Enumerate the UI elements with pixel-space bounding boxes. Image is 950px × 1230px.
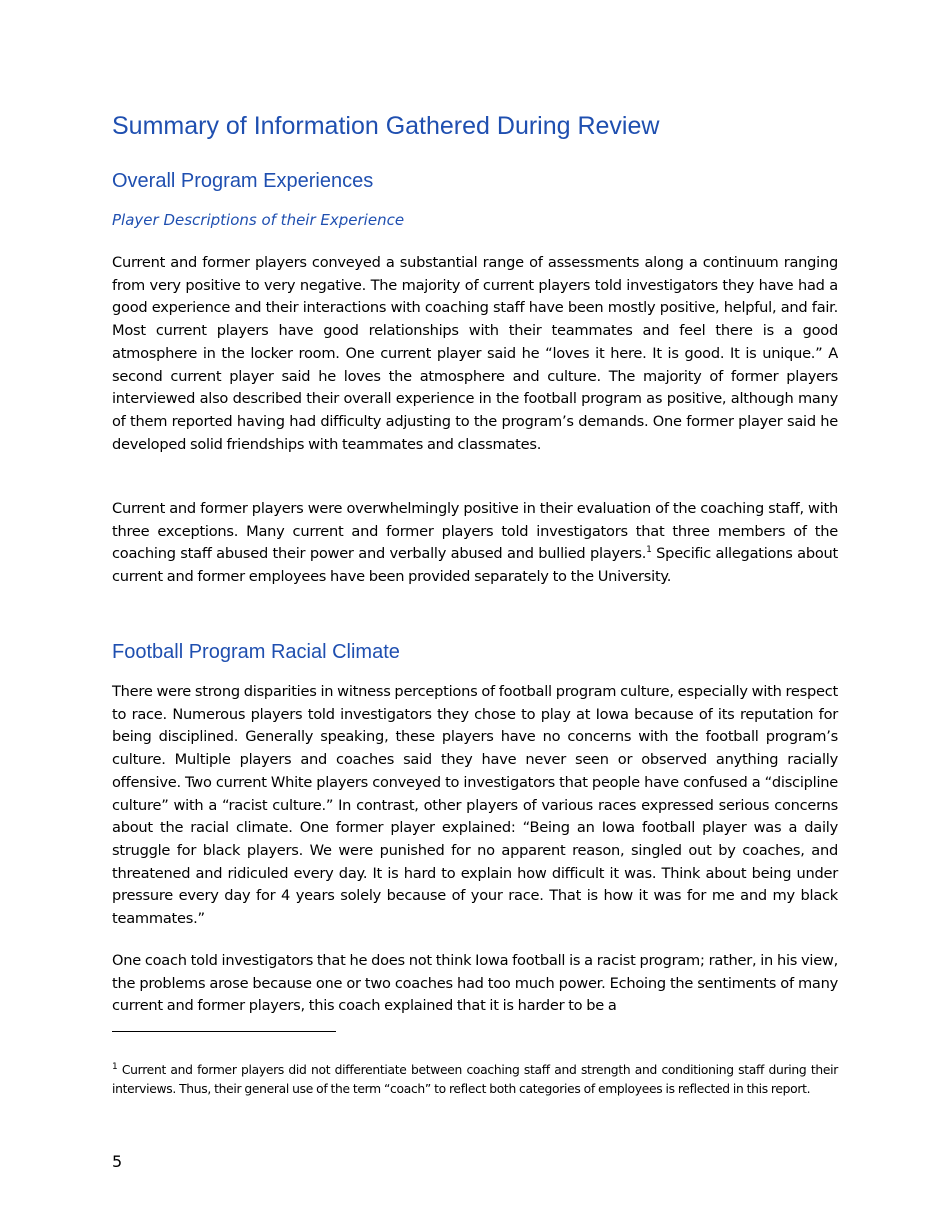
section-heading-overall-program: Overall Program Experiences bbox=[112, 170, 374, 192]
subheading-player-descriptions: Player Descriptions of their Experience bbox=[112, 211, 405, 229]
page-title: Summary of Information Gathered During Review bbox=[112, 112, 660, 140]
footnote-marker: 1 bbox=[112, 1061, 118, 1072]
paragraph-player-assessments: Current and former players conveyed a substantial range of assessments along a continuum ranging from very positive to very negative. The majority of current players told investigators they have had a good experience and their interactions with coaching staff have been mostly positive, helpful, and fair. Most current players have good relationships with their teammates and feel there is a good atmosphere in the locker room. One current player said he “loves it here. It is good. It is unique.” A second current player said he loves the atmosphere and culture. The majority of former players interviewed also described their overall experience in the football program as positive, although many of them reported having had difficulty adjusting to the program’s demands. One former player said he developed solid friendships with teammates and classmates. bbox=[112, 254, 838, 453]
page-number: 5 bbox=[112, 1152, 123, 1171]
paragraph-racial-perceptions: There were strong disparities in witness perceptions of football program culture, especially with respect to race. Numerous players told investigators they chose to play at Iowa because of its reputation for being disciplined. Generally speaking, these players have no concerns with the football program’s culture. Multiple players and coaches said they have never seen or observed anything racially offensive. Two current White players conveyed to investigators that people have confused a “discipline culture” with a “racist culture.” In contrast, other players of various races expressed serious concerns about the racial climate. One former player explained: “Being an Iowa football player was a daily struggle for black players. We were punished for no apparent reason, singled out by coaches, and threatened and ridiculed every day. It is hard to explain how difficult it was. Think about being under pressure every day for 4 years solely because of your race. That is how it was for me and my black teammates.” bbox=[112, 683, 838, 928]
paragraph-text: Specific allegations about current and former employees have been provided separately to the University. bbox=[112, 545, 838, 586]
footnote-text: Current and former players did not differentiate between coaching staff and strength and conditioning staff during their interviews. Thus, their general use of the term “coach” to reflect both categories of employees is reflected in this report. bbox=[112, 1063, 838, 1096]
footnote-reference: 1 bbox=[646, 545, 652, 556]
footnote-divider bbox=[112, 1031, 336, 1032]
section-heading-racial-climate: Football Program Racial Climate bbox=[112, 641, 400, 663]
paragraph-text: Current and former players were overwhelmingly positive in their evaluation of the coaching staff, with three exceptions. Many current and former players told investigators that three members of the coaching staff abused their power and verbally abused and bullied players. bbox=[112, 500, 838, 563]
paragraph-coaching-staff-evaluation bbox=[112, 498, 838, 589]
paragraph-coach-view: One coach told investigators that he does not think Iowa football is a racist program; rather, in his view, the problems arose because one or two coaches had too much power. Echoing the sentiments of many current and former players, this coach explained that it is harder to be a bbox=[112, 952, 838, 1015]
footnote bbox=[112, 1061, 838, 1099]
